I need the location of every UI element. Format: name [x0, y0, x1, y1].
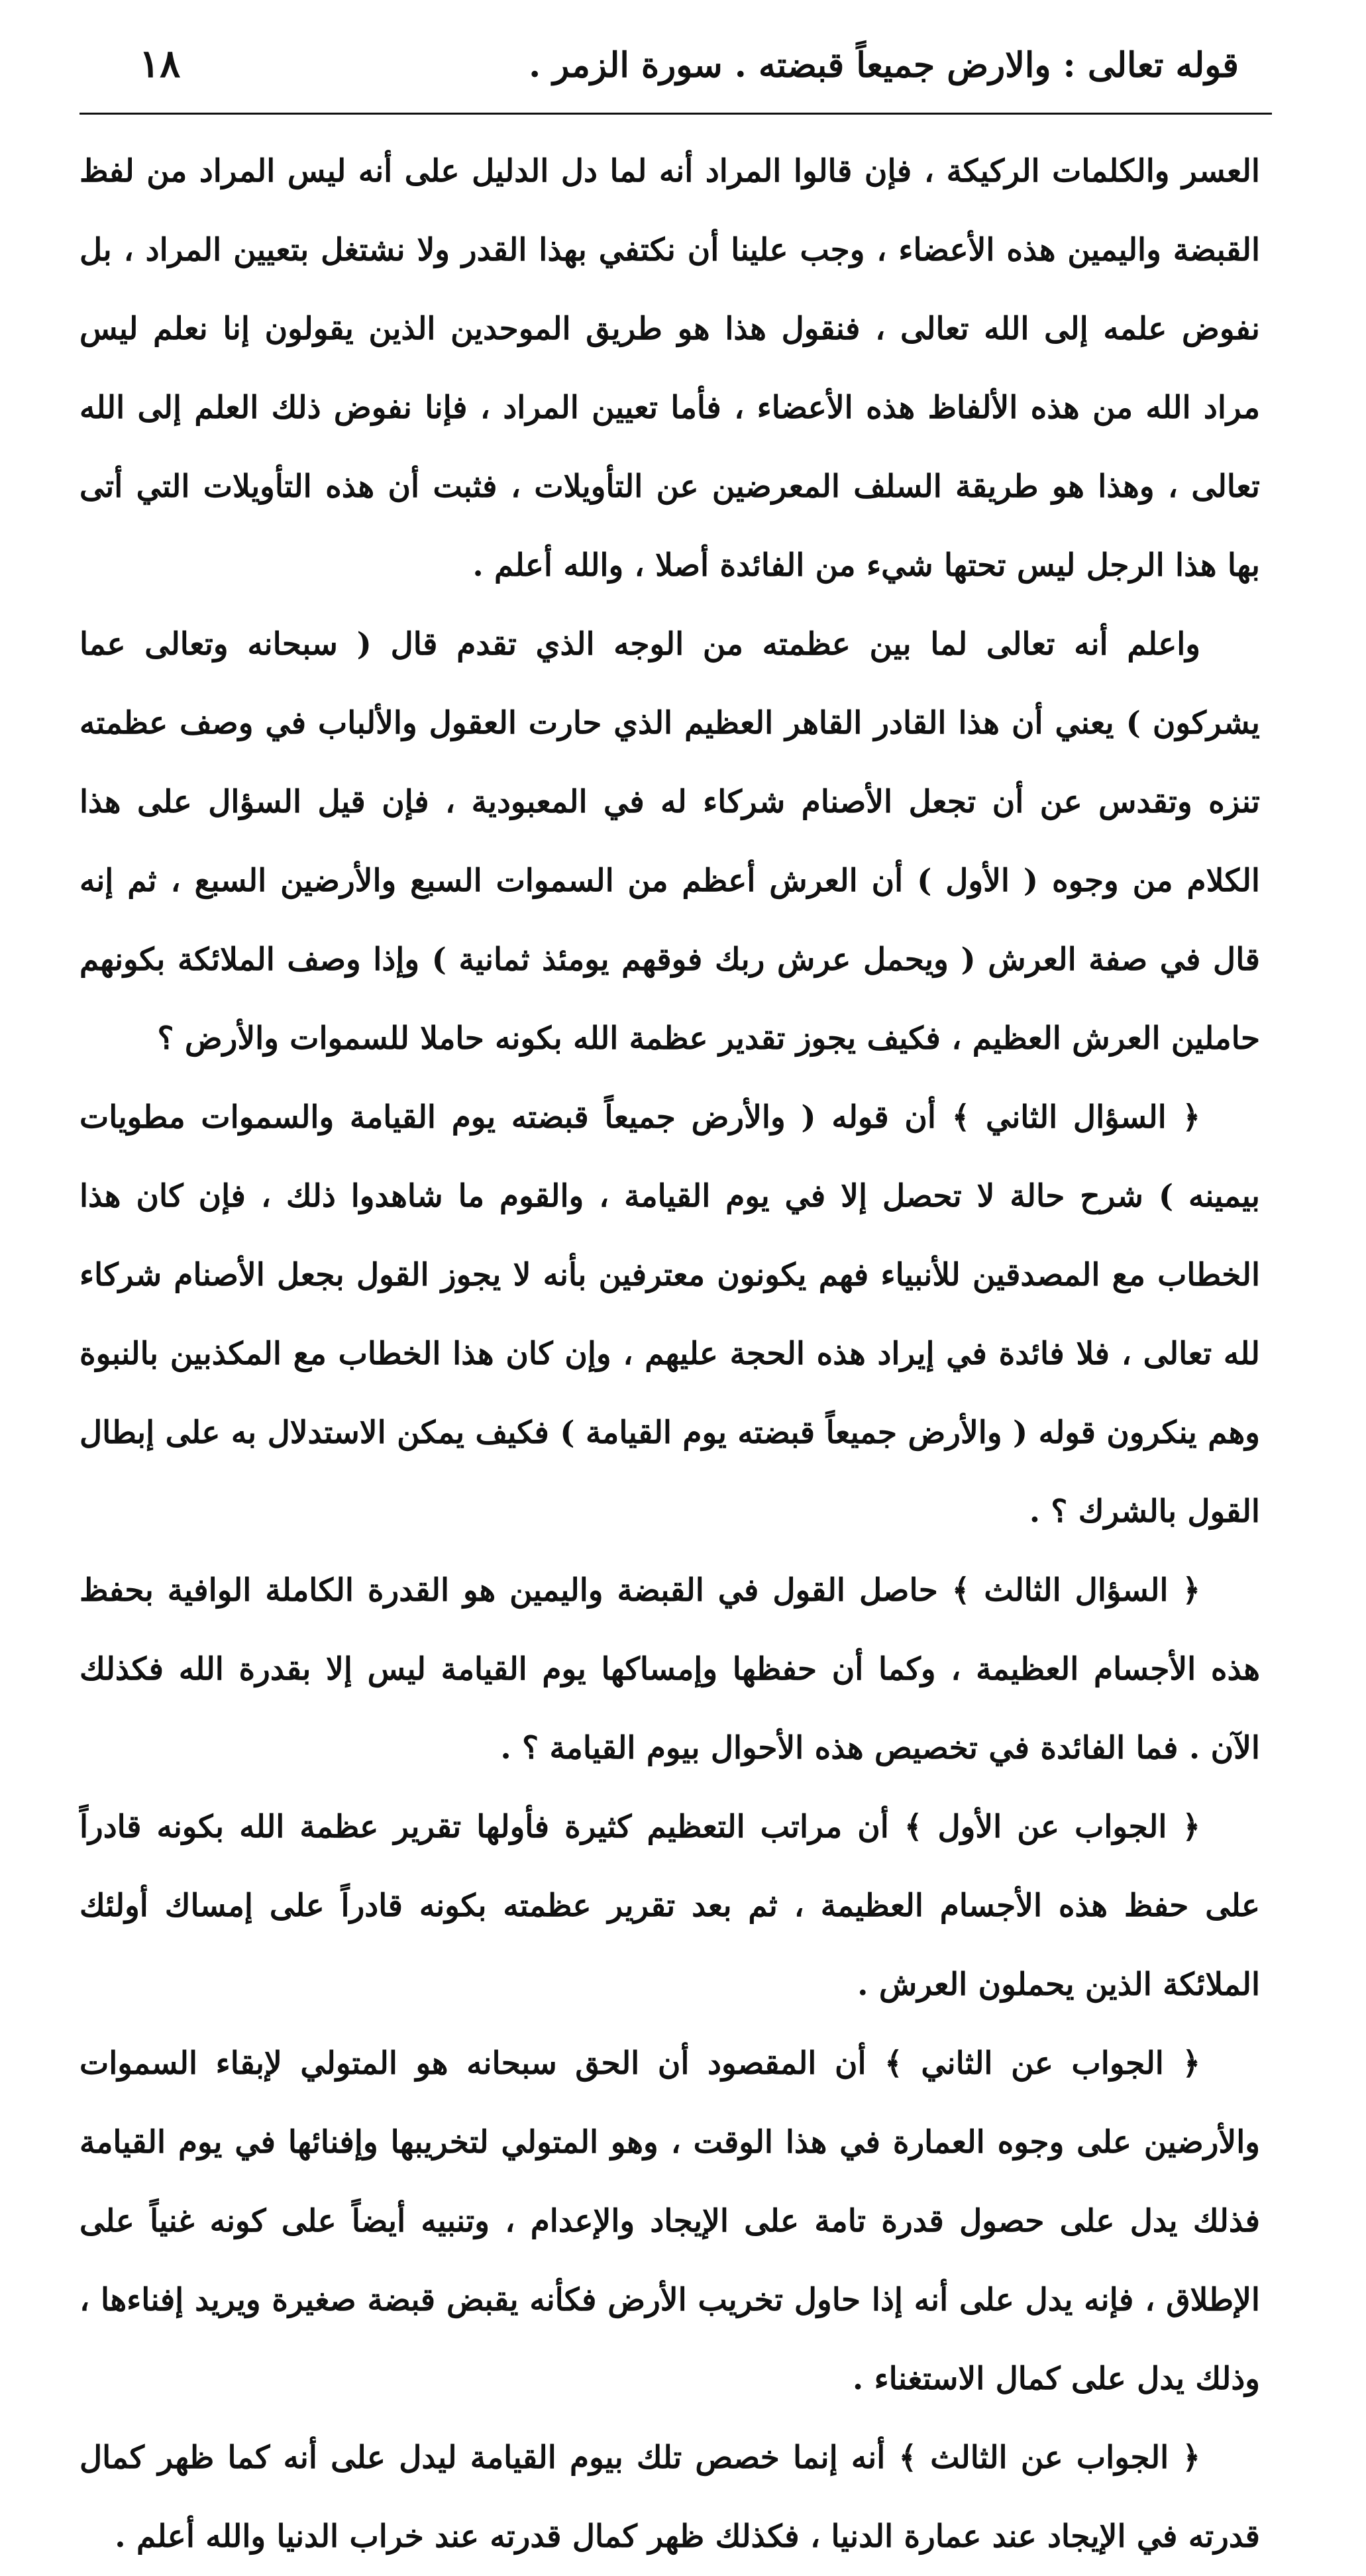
paragraph: واعلم أنه تعالى لما بين عظمته من الوجه الذي تقدم قال ( سبحانه وتعالى عما يشركون ) يعني أن هذا القادر القاهر العظيم الذي حارت العقول والألباب في وصف عظمته تنزه وتقدس عن أن تجعل الأصنام شركاء له في المعبودية ، فإن قيل السؤال على هذا الكلام من وجوه ( الأول ) أن العرش أعظم من السموات السبع والأرضين السبع ، ثم إنه قال في صفة العرش ( ويحمل عرش ربك فوقهم يومئذ ثمانية ) وإذا وصف الملائكة بكونهم حاملين العرش العظيم ، فكيف يجوز تقدير عظمة الله بكونه حاملا للسموات والأرض ؟: [79, 626, 1260, 1057]
body-text: [79, 132, 1272, 2576]
page-header: [79, 27, 1272, 115]
running-title: قوله تعالى : والارض جميعاً قبضته . سورة الزمر .: [529, 45, 1239, 85]
document-page: [79, 27, 1272, 2555]
paragraph: ﴿ السؤال الثاني ﴾ أن قوله ( والأرض جميعاً قبضته يوم القيامة والسموات مطويات بيمينه ) شرح حالة لا تحصل إلا في يوم القيامة ، والقوم ما شاهدوا ذلك ، فإن كان هذا الخطاب مع المصدقين للأنبياء فهم يكونون معترفين بأنه لا يجوز القول بجعل الأصنام شركاء لله تعالى ، فلا فائدة في إيراد هذه الحجة عليهم ، وإن كان هذا الخطاب مع المكذبين بالنبوة وهم ينكرون قوله ( والأرض جميعاً قبضته يوم القيامة ) فكيف يمكن الاستدلال به على إبطال القول بالشرك ؟ .: [79, 1099, 1260, 1530]
page-number: ١٨: [139, 41, 181, 86]
paragraph: ﴿ الجواب عن الأول ﴾ أن مراتب التعظيم كثيرة فأولها تقرير عظمة الله بكونه قادراً على حفظ هذه الأجسام العظيمة ، ثم بعد تقرير عظمته بكونه قادراً على إمساك أولئك الملائكة الذين يحملون العرش .: [79, 1809, 1260, 2003]
paragraph: ﴿ الجواب عن الثاني ﴾ أن المقصود أن الحق سبحانه هو المتولي لإبقاء السموات والأرضين على وجوه العمارة في هذا الوقت ، وهو المتولي لتخريبها وإفنائها في يوم القيامة فذلك يدل على حصول قدرة تامة على الإيجاد والإعدام ، وتنبيه أيضاً على كونه غنياً على الإطلاق ، فإنه يدل على أنه إذا حاول تخريب الأرض فكأنه يقبض قبضة صغيرة ويريد إفناءها ، وذلك يدل على كمال الاستغناء .: [79, 2045, 1260, 2397]
paragraph: العسر والكلمات الركيكة ، فإن قالوا المراد أنه لما دل الدليل على أنه ليس المراد من لفظ القبضة واليمين هذه الأعضاء ، وجب علينا أن نكتفي بهذا القدر ولا نشتغل بتعيين المراد ، بل نفوض علمه إلى الله تعالى ، فنقول هذا هو طريق الموحدين الذين يقولون إنا نعلم ليس مراد الله من هذه الألفاظ هذه الأعضاء ، فأما تعيين المراد ، فإنا نفوض ذلك العلم إلى الله تعالى ، وهذا هو طريقة السلف المعرضين عن التأويلات ، فثبت أن هذه التأويلات التي أتى بها هذا الرجل ليس تحتها شيء من الفائدة أصلا ، والله أعلم .: [79, 153, 1261, 584]
paragraph: ﴿ السؤال الثالث ﴾ حاصل القول في القبضة واليمين هو القدرة الكاملة الوافية بحفظ هذه الأجسام العظيمة ، وكما أن حفظها وإمساكها يوم القيامة ليس إلا بقدرة الله فكذلك الآن . فما الفائدة في تخصيص هذه الأحوال بيوم القيامة ؟ .: [79, 1572, 1260, 1766]
paragraph: ﴿ الجواب عن الثالث ﴾ أنه إنما خصص تلك بيوم القيامة ليدل على أنه كما ظهر كمال قدرته في الإيجاد عند عمارة الدنيا ، فكذلك ظهر كمال قدرته عند خراب الدنيا والله أعلم .: [79, 2440, 1260, 2555]
